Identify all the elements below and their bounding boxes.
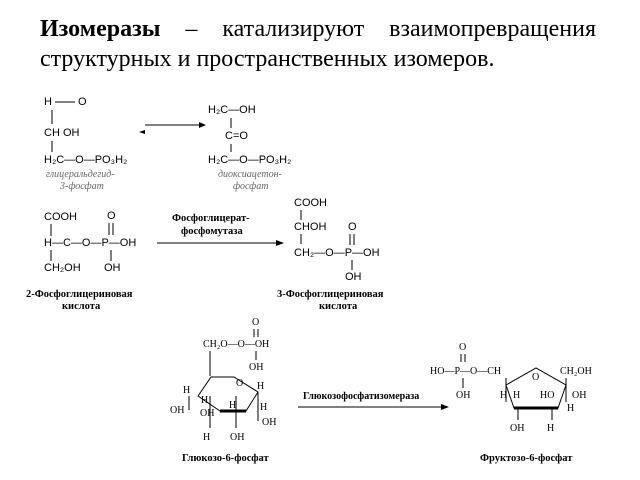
g6p-label-oh: OH (230, 432, 245, 443)
g6p-phosphate: CH₂O—O—OH (203, 339, 270, 350)
pg2-oh: OH (104, 262, 121, 274)
reverse-arrow-head (139, 130, 145, 134)
gap-phosphate: H₂C—O—PO₃H₂ (44, 154, 128, 166)
gap-caption-2: 3-фосфат (60, 181, 104, 192)
f6p-label-h: H (547, 423, 555, 434)
f6p-label-h: H (567, 403, 575, 414)
pg3-chain: CH₂—O—P—OH (294, 247, 380, 259)
g6p-oh-top: OH (249, 362, 264, 373)
g6p-label-h: H (257, 381, 265, 392)
3-phosphoglycerate-structure (277, 197, 384, 312)
g6p-label-oh: OH (200, 408, 215, 419)
glucose-phosphate-isomerase-arrow (298, 391, 449, 410)
g6p-label-h: H (260, 402, 268, 413)
enzyme-gpi: Глюкозофосфатизомераза (303, 391, 420, 402)
fructose-6-phosphate-structure (430, 342, 592, 464)
title-text: катализируют взаимопревращения структурных и пространственных изомеров. (40, 16, 596, 72)
g6p-label-h: H (203, 432, 211, 443)
g6p-label-oh: OH (170, 405, 185, 416)
f6p-label-oh: OH (510, 423, 525, 434)
gap-ch-oh: CH OH (44, 127, 80, 139)
g6p-label-oh: OH (262, 417, 277, 428)
enzyme-pgm-1: Фосфоглицерат- (172, 213, 250, 224)
dhap-caption-1: диоксиацетон- (218, 169, 282, 180)
gap-aldehyde-o: O (78, 96, 87, 108)
pg3-name-1: 3-Фосфоглицериновая (277, 289, 384, 300)
pg3-oh: OH (345, 271, 362, 283)
f6p-ring-o: O (532, 372, 540, 383)
pg3-o-top: O (348, 221, 357, 233)
f6p-label-oh: OH (572, 390, 587, 401)
forward-arrow-head (199, 122, 206, 128)
pg2-cooh: COOH (44, 211, 77, 223)
dihydroxyacetone-phosphate-structure (208, 104, 291, 192)
g6p-label-h: H (229, 400, 237, 411)
reaction-2 (26, 197, 384, 312)
gap-caption-1: глицеральдегид- (46, 169, 115, 180)
g6p-name: Глюкозо-6-фосфат (182, 453, 269, 464)
pg2-o-top: O (107, 210, 116, 222)
2-phosphoglycerate-structure (26, 210, 136, 312)
enzyme-pgm-2: фосфомутаза (181, 226, 243, 237)
phosphoglycerate-mutase-arrow (157, 213, 284, 246)
g6p-label-h: H (183, 385, 191, 396)
pg2-chain: H—C—O—P—OH (44, 237, 137, 249)
pg2-name-1: 2-Фосфоглицериновая (26, 289, 133, 300)
f6p-ch2oh: CH₂OH (560, 366, 592, 377)
title-dash: – (185, 16, 198, 42)
pg2-name-2: кислота (62, 301, 101, 312)
dhap-caption-2: фосфат (233, 181, 269, 192)
pg3-name-2: кислота (319, 301, 358, 312)
g6p-o-top: O (252, 317, 260, 328)
pg3-choh: CHOH (294, 221, 327, 233)
reaction-3 (170, 317, 592, 464)
pg3-cooh: COOH (294, 197, 327, 209)
f6p-phosphate: HO—P—O—CH (430, 366, 502, 377)
glucose-6-phosphate-structure (170, 317, 276, 464)
f6p-label-h: H (500, 390, 508, 401)
gap-top-h: H (44, 96, 52, 108)
title-term: Изомеразы (40, 16, 161, 42)
equilibrium-arrow (139, 122, 206, 134)
pg2-ch2oh: CH₂OH (44, 262, 81, 274)
glyceraldehyde-3-phosphate-structure (44, 96, 127, 192)
dhap-carbonyl: C=O (225, 130, 248, 142)
g6p-label-h: H (201, 395, 209, 406)
g6p-ring-o: O (236, 378, 244, 389)
f6p-name: Фруктозо-6-фосфат (480, 453, 573, 464)
dhap-phosphate: H₂C—O—PO₃H₂ (208, 154, 292, 166)
f6p-o-top: O (459, 342, 467, 353)
f6p-oh: OH (456, 390, 471, 401)
forward-arrow-head (276, 240, 284, 246)
f6p-label-oh: HO (540, 390, 555, 401)
f6p-label-h: H (513, 390, 521, 401)
reaction-1 (44, 96, 291, 192)
forward-arrow-head (441, 404, 449, 410)
dhap-ch2oh: H₂C—OH (208, 104, 256, 116)
